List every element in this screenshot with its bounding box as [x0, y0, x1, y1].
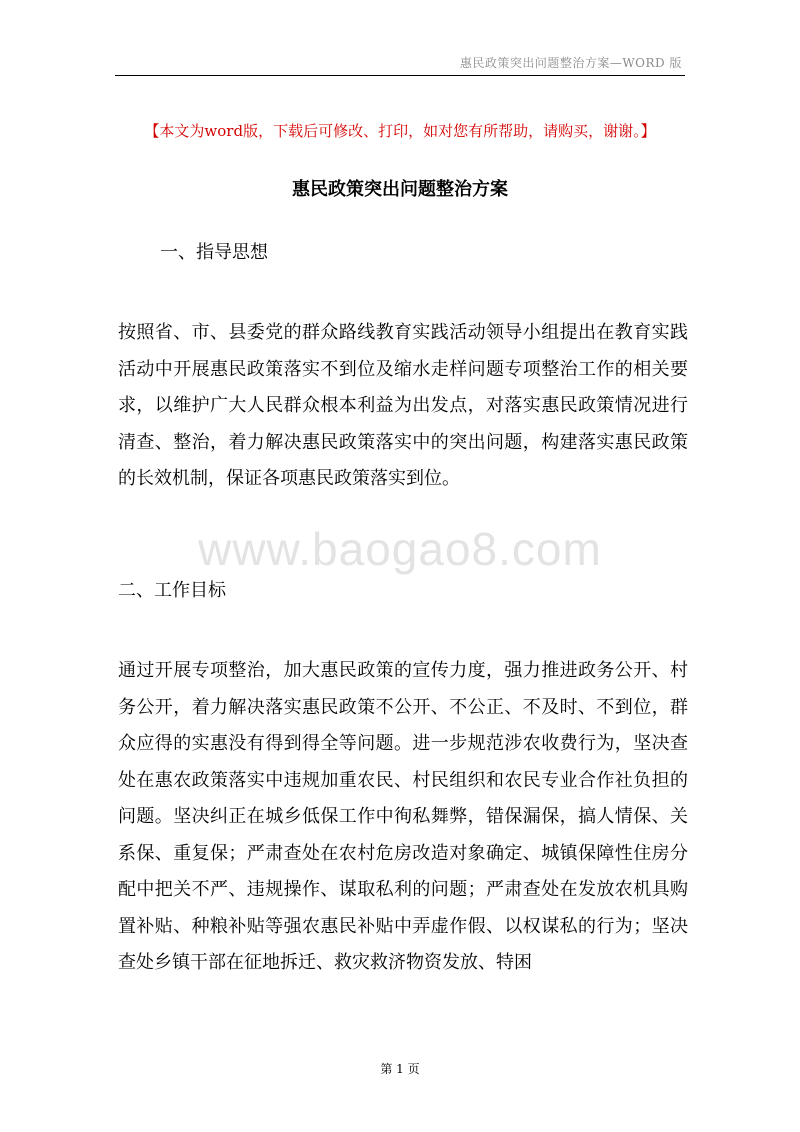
header-divider	[115, 75, 685, 76]
section-paragraph-work-goals: 通过开展专项整治，加大惠民政策的宣传力度，强力推进政务公开、村务公开，着力解决落实惠民政策不公开、不公正、不及时、不到位，群众应得的实惠没有得到得全等问题。进一步规范涉农收费行为，坚决查处在惠农政策落实中违规加重农民、村民组织和农民专业合作社负担的问题。坚决纠正在城乡低保工作中徇私舞弊，错保漏保，搞人情保、关系保、重复保；严肃查处在农村危房改造对象确定、城镇保障性住房分配中把关不严、违规操作、谋取私利的问题；严肃查处在发放农机具购置补贴、种粮补贴等强农惠民补贴中弄虚作假、以权谋私的行为；坚决查处乡镇干部在征地拆迁、救灾救济物资发放、特困	[118, 660, 688, 973]
document-title: 惠民政策突出问题整治方案	[292, 179, 508, 200]
section-heading-guiding-ideology: 一、指导思想	[160, 242, 268, 263]
page-number: 第 1 页	[380, 1062, 420, 1076]
watermark: www.baogao8.com	[198, 523, 602, 575]
download-notice: 【本文为word版，下载后可修改、打印，如对您有所帮助，请购买，谢谢。】	[144, 122, 656, 140]
section-heading-work-goals: 二、工作目标	[118, 580, 226, 601]
running-header: 惠民政策突出问题整治方案—WORD 版	[459, 56, 682, 70]
section-paragraph-guiding-ideology: 按照省、市、县委党的群众路线教育实践活动领导小组提出在教育实践活动中开展惠民政策落实不到位及缩水走样问题专项整治工作的相关要求，以维护广大人民群众根本利益为出发点，对落实惠民政策情况进行清查、整治，着力解决惠民政策落实中的突出问题，构建落实惠民政策的长效机制，保证各项惠民政策落实到位。	[118, 322, 688, 489]
